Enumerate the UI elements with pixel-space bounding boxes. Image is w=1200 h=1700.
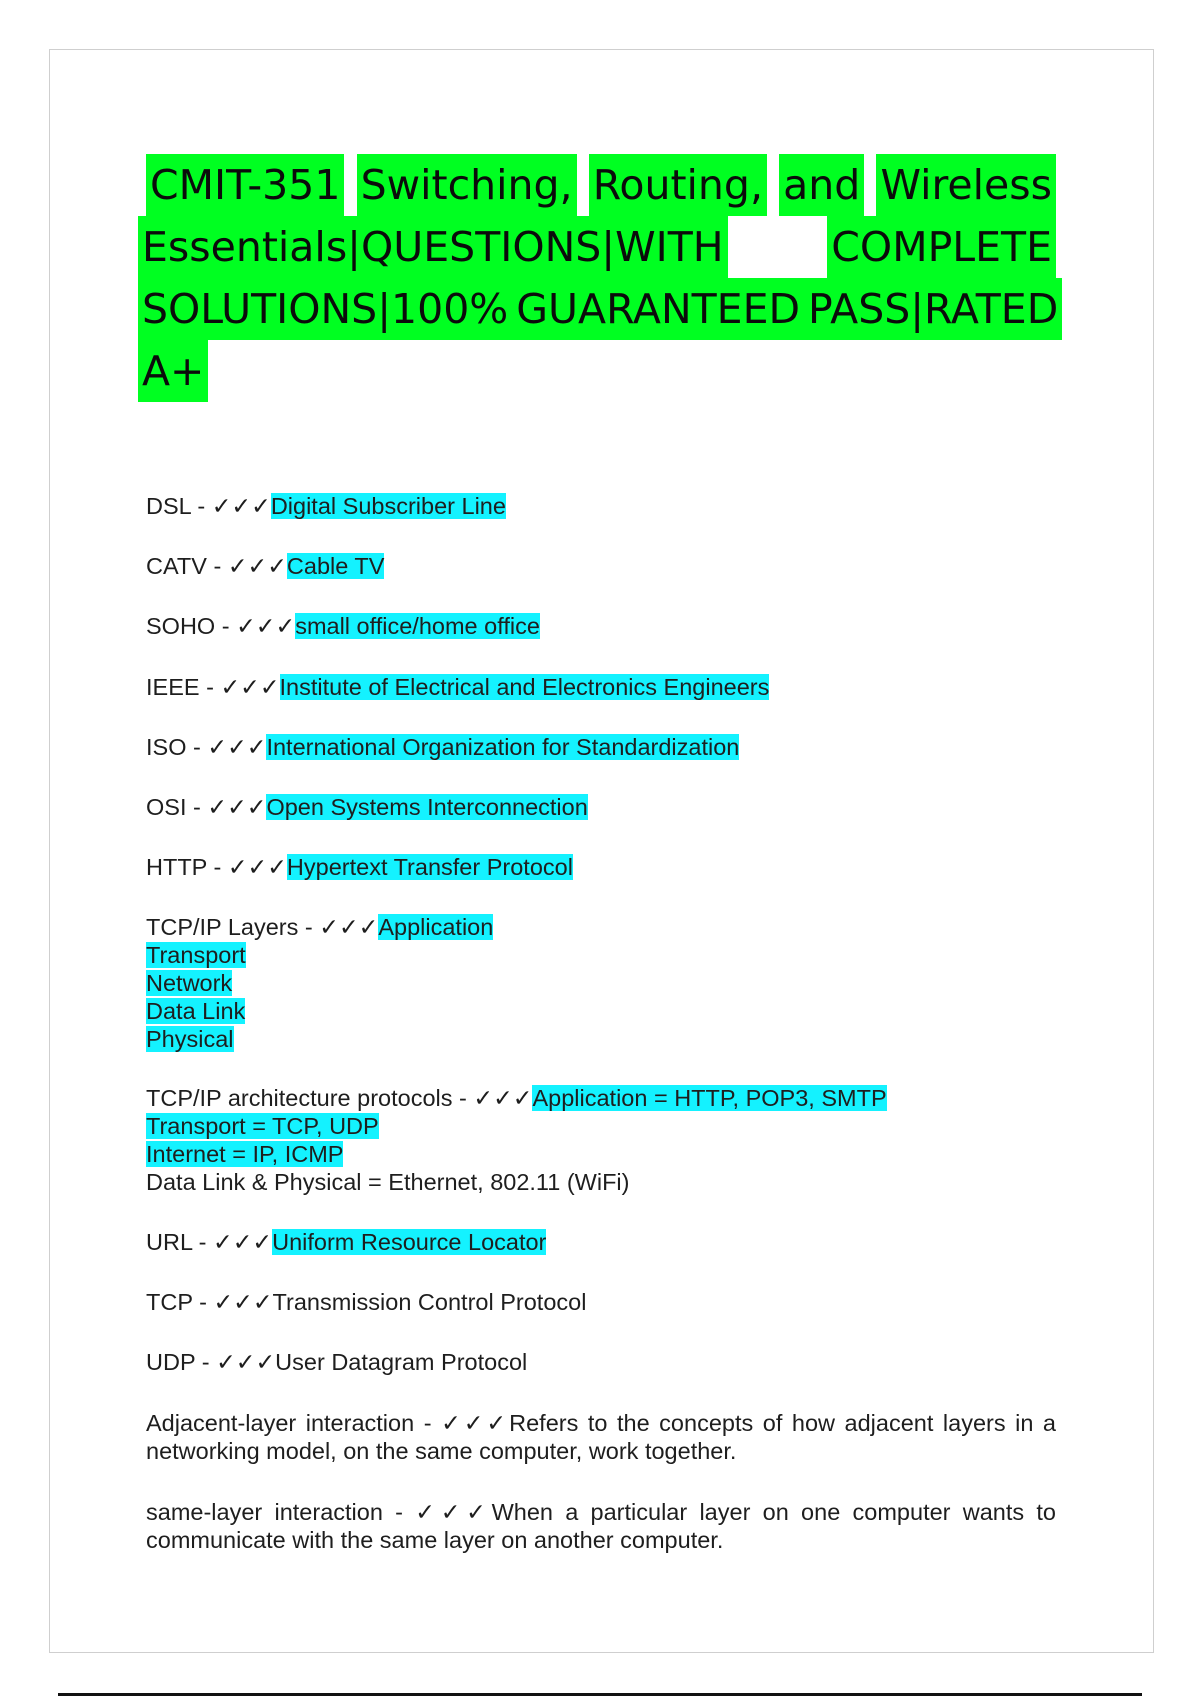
footer-rule: [58, 1693, 1142, 1696]
entry-definition: Application: [378, 914, 494, 940]
check-marks-icon: ✓✓✓: [441, 1410, 510, 1436]
document-title: [142, 154, 1059, 402]
entry-term: OSI: [146, 794, 187, 820]
entry-term: TCP/IP architecture protocols: [146, 1085, 453, 1111]
entry-separator: -: [190, 493, 212, 519]
entry-definition-line: Network: [146, 970, 233, 996]
glossary-entry: [146, 673, 1056, 701]
entry-separator: -: [192, 1289, 214, 1315]
entry-separator: -: [215, 613, 237, 639]
entry-definition: Transmission Control Protocol: [272, 1289, 587, 1315]
title-word: Switching,: [357, 154, 577, 216]
entry-definition: Cable TV: [286, 553, 385, 579]
entry-definition: User Datagram Protocol: [275, 1349, 528, 1375]
title-word: COMPLETE: [827, 216, 1056, 278]
entry-definition-line: Physical: [146, 1026, 234, 1052]
entry-term: CATV: [146, 553, 207, 579]
glossary-entry: [146, 913, 1056, 1053]
entry-definition: International Organization for Standardization: [266, 734, 740, 760]
glossary-entry: [146, 733, 1056, 761]
entry-separator: -: [199, 674, 221, 700]
glossary-entry: [146, 793, 1056, 821]
title-word: PASS|RATED: [804, 278, 1062, 340]
entry-definition-line: Transport = TCP, UDP: [146, 1113, 379, 1139]
check-marks-icon: ✓✓✓: [213, 1229, 273, 1255]
entry-separator: -: [206, 553, 228, 579]
title-word: CMIT-351: [146, 154, 344, 216]
entry-separator: -: [206, 854, 228, 880]
check-marks-icon: ✓✓✓: [216, 1349, 276, 1375]
entry-definition-line: Data Link: [146, 998, 246, 1024]
title-line: [138, 278, 1059, 340]
title-word: Routing,: [589, 154, 767, 216]
entry-definition-line: Transport: [146, 942, 246, 968]
entry-term: TCP: [146, 1289, 193, 1315]
check-marks-icon: ✓✓✓: [207, 734, 267, 760]
entry-term: URL: [146, 1229, 193, 1255]
title-word: and: [779, 154, 864, 216]
title-line: [138, 340, 1056, 402]
entry-definition: small office/home office: [295, 613, 540, 639]
entry-definition: Uniform Resource Locator: [272, 1229, 547, 1255]
title-line: [146, 154, 1056, 216]
entry-term: Adjacent-layer interaction: [146, 1410, 415, 1436]
entry-definition-line: Internet = IP, ICMP: [146, 1141, 344, 1167]
entry-separator: -: [195, 1349, 217, 1375]
title-line: [138, 216, 1056, 278]
glossary-entry: [146, 853, 1056, 881]
entry-definition: Institute of Electrical and Electronics Engineers: [279, 674, 770, 700]
entry-separator: -: [382, 1499, 416, 1525]
entry-definition: Refers to the concepts of how adjacent layers in a networking model, on the same computer, work together.: [146, 1410, 1056, 1464]
entry-term: UDP: [146, 1349, 196, 1375]
entry-separator: -: [452, 1085, 474, 1111]
entry-definition: Open Systems Interconnection: [266, 794, 588, 820]
check-marks-icon: ✓✓✓: [227, 553, 287, 579]
entry-definition: Application = HTTP, POP3, SMTP: [532, 1085, 887, 1111]
entry-definition: Digital Subscriber Line: [270, 493, 506, 519]
entry-definition-line: Data Link & Physical = Ethernet, 802.11 (WiFi): [146, 1169, 630, 1195]
check-marks-icon: ✓✓✓: [213, 1289, 273, 1315]
entry-term: DSL: [146, 493, 191, 519]
check-marks-icon: ✓✓✓: [227, 854, 287, 880]
entry-separator: -: [186, 734, 208, 760]
check-marks-icon: ✓✓✓: [220, 674, 280, 700]
title-word: SOLUTIONS|100%: [138, 278, 512, 340]
title-word: Wireless: [876, 154, 1056, 216]
check-marks-icon: ✓✓✓: [473, 1085, 533, 1111]
entry-term: ISO: [146, 734, 187, 760]
glossary-entry: [146, 612, 1056, 640]
title-word: Essentials|QUESTIONS|WITH: [138, 216, 728, 278]
glossary-entry: [146, 1348, 1056, 1376]
glossary-entry: [146, 1288, 1056, 1316]
check-marks-icon: ✓✓✓: [207, 794, 267, 820]
entry-term: HTTP: [146, 854, 207, 880]
entry-definition: Hypertext Transfer Protocol: [286, 854, 573, 880]
entry-separator: -: [192, 1229, 214, 1255]
entry-term: IEEE: [146, 674, 200, 700]
glossary-entry: [146, 1409, 1056, 1465]
check-marks-icon: ✓✓✓: [236, 613, 296, 639]
entry-term: SOHO: [146, 613, 216, 639]
entry-separator: -: [298, 914, 320, 940]
glossary-entry: [146, 492, 1056, 520]
title-word: A+: [138, 340, 208, 402]
check-marks-icon: ✓✓✓: [415, 1499, 492, 1525]
glossary-entry: [146, 552, 1056, 580]
glossary-entry: [146, 1084, 1056, 1196]
glossary-entry: [146, 1228, 1056, 1256]
entry-term: TCP/IP Layers: [146, 914, 299, 940]
entry-definition: When a particular layer on one computer wants to communicate with the same layer on another computer.: [146, 1499, 1057, 1553]
glossary-entry: [146, 1498, 1056, 1554]
entry-separator: -: [414, 1410, 442, 1436]
title-word: GUARANTEED: [512, 278, 804, 340]
check-marks-icon: ✓✓✓: [319, 914, 379, 940]
check-marks-icon: ✓✓✓: [211, 493, 271, 519]
entry-separator: -: [186, 794, 208, 820]
entry-term: same-layer interaction: [146, 1499, 383, 1525]
